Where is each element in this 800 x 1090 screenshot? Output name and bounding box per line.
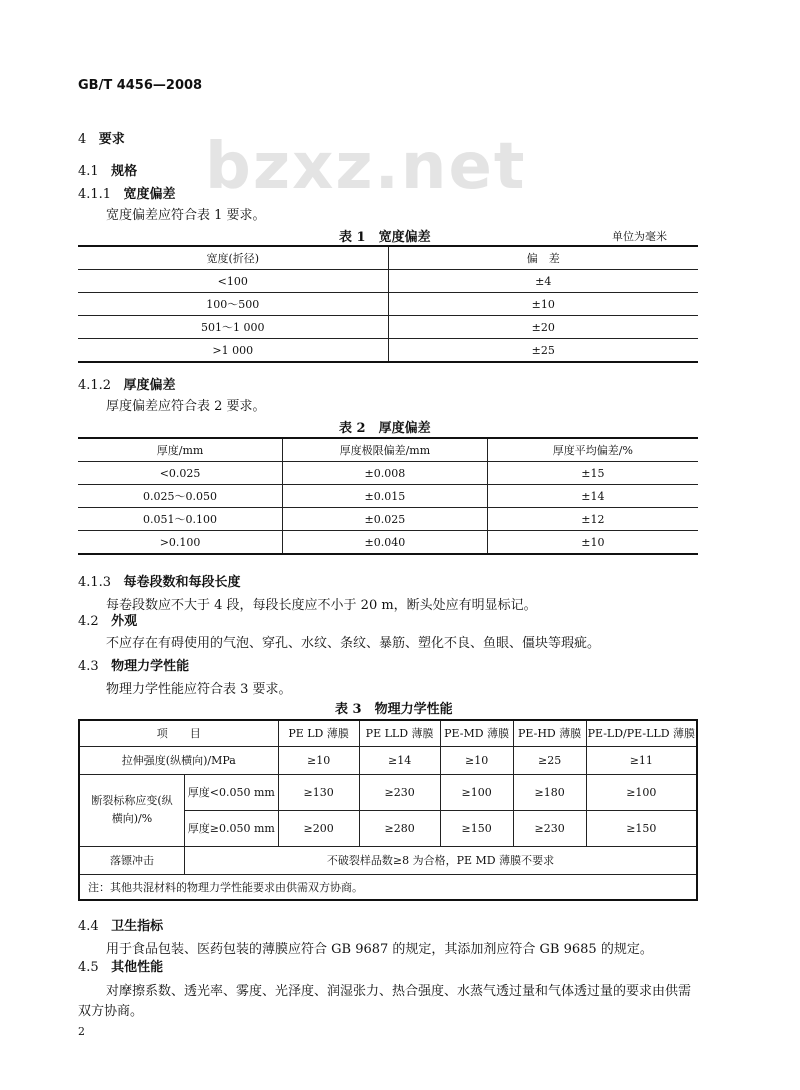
section-number: 4.3 xyxy=(78,659,99,674)
table-header-row xyxy=(78,246,698,270)
cell: ≥200 xyxy=(278,810,359,846)
table-header-row xyxy=(78,438,698,462)
cell: ±12 xyxy=(487,508,698,531)
section-4-1 xyxy=(78,160,137,179)
watermark: bzxz.net xyxy=(205,130,527,204)
cell: ≥130 xyxy=(278,774,359,810)
header-cell: 项 目 xyxy=(79,720,278,746)
section-title: 外观 xyxy=(111,614,138,629)
table-3 xyxy=(78,719,698,901)
cell: ≥100 xyxy=(586,774,697,810)
header-cell: 厚度/mm xyxy=(78,438,283,462)
section-title: 宽度偏差 xyxy=(123,187,176,202)
cell: ±0.008 xyxy=(283,462,488,485)
section-4-3 xyxy=(78,655,189,674)
section-number: 4.1.2 xyxy=(78,378,112,393)
table-row xyxy=(78,508,698,531)
cell: ≥150 xyxy=(440,810,513,846)
section-number: 4 xyxy=(78,132,87,147)
paragraph-line: 双方协商。 xyxy=(78,1004,144,1019)
cell: 断裂标称应变(纵横向)/% xyxy=(79,774,185,846)
paragraph: 宽度偏差应符合表 1 要求。 xyxy=(106,208,266,223)
cell: 0.051～0.100 xyxy=(78,508,283,531)
table-row xyxy=(78,462,698,485)
section-4-4 xyxy=(78,915,163,934)
paragraph: 物理力学性能应符合表 3 要求。 xyxy=(106,682,292,697)
cell: ±0.025 xyxy=(283,508,488,531)
paragraph: 用于食品包装、医药包装的薄膜应符合 GB 9687 的规定，其添加剂应符合 GB 9685 的规定。 xyxy=(106,942,653,957)
paragraph: 每卷段数应不大于 4 段，每段长度应不小于 20 m，断头处应有明显标记。 xyxy=(106,598,537,613)
cell: ±25 xyxy=(388,339,698,363)
section-number: 4.1.3 xyxy=(78,575,112,590)
header-cell: 宽度(折径) xyxy=(78,246,388,270)
table-header-row xyxy=(79,720,697,746)
header-cell: PE-MD 薄膜 xyxy=(440,720,513,746)
table-row xyxy=(78,531,698,555)
header-cell: PE LD 薄膜 xyxy=(278,720,359,746)
cell: ≥150 xyxy=(586,810,697,846)
table-row xyxy=(79,774,697,810)
table-2 xyxy=(78,437,698,555)
header-cell: PE LLD 薄膜 xyxy=(359,720,440,746)
cell: ±0.040 xyxy=(283,531,488,555)
header-cell: PE-LD/PE-LLD 薄膜 xyxy=(586,720,697,746)
cell: ±14 xyxy=(487,485,698,508)
table-note-row xyxy=(79,874,697,900)
cell: <100 xyxy=(78,270,388,293)
cell: 100～500 xyxy=(78,293,388,316)
cell: ±4 xyxy=(388,270,698,293)
header-cell: 厚度极限偏差/mm xyxy=(283,438,488,462)
cell: 厚度<0.050 mm xyxy=(185,774,279,810)
table-row xyxy=(79,846,697,874)
section-4-1-1 xyxy=(78,183,176,202)
section-number: 4.2 xyxy=(78,614,99,629)
table-row xyxy=(78,339,698,363)
cell: ±15 xyxy=(487,462,698,485)
cell: ≥25 xyxy=(513,746,586,774)
cell: ≥280 xyxy=(359,810,440,846)
cell: >1 000 xyxy=(78,339,388,363)
section-title: 卫生指标 xyxy=(111,919,164,934)
section-title: 物理力学性能 xyxy=(111,659,190,674)
table-1-caption: 表 1 宽度偏差 xyxy=(339,230,431,245)
header-cell: 偏 差 xyxy=(388,246,698,270)
section-title: 要求 xyxy=(98,132,125,147)
cell: 落镖冲击 xyxy=(79,846,185,874)
cell: 厚度≥0.050 mm xyxy=(185,810,279,846)
cell: ±0.015 xyxy=(283,485,488,508)
table-row xyxy=(78,293,698,316)
cell: ±10 xyxy=(487,531,698,555)
section-4-2 xyxy=(78,610,137,629)
cell: ≥10 xyxy=(440,746,513,774)
cell: 501～1 000 xyxy=(78,316,388,339)
table-row xyxy=(78,485,698,508)
section-title: 每卷段数和每段长度 xyxy=(123,575,241,590)
section-4-1-3 xyxy=(78,571,241,590)
table-2-caption: 表 2 厚度偏差 xyxy=(339,421,431,436)
section-number: 4.1 xyxy=(78,164,99,179)
paragraph: 不应存在有碍使用的气泡、穿孔、水纹、条纹、暴筋、塑化不良、鱼眼、僵块等瑕疵。 xyxy=(106,636,601,651)
paragraph: 厚度偏差应符合表 2 要求。 xyxy=(106,399,266,414)
cell: ≥14 xyxy=(359,746,440,774)
header-cell: PE-HD 薄膜 xyxy=(513,720,586,746)
cell: ±20 xyxy=(388,316,698,339)
cell: ≥10 xyxy=(278,746,359,774)
section-title: 规格 xyxy=(111,164,138,179)
paragraph-line: 对摩擦系数、透光率、雾度、光泽度、润湿张力、热合强度、水蒸气透过量和气体透过量的要求由供需 xyxy=(106,984,692,999)
cell: 拉伸强度(纵横向)/MPa xyxy=(79,746,278,774)
cell: <0.025 xyxy=(78,462,283,485)
cell: ≥230 xyxy=(513,810,586,846)
section-title: 厚度偏差 xyxy=(123,378,176,393)
section-number: 4.5 xyxy=(78,960,99,975)
section-title: 其他性能 xyxy=(111,960,164,975)
cell: ≥100 xyxy=(440,774,513,810)
section-number: 4.1.1 xyxy=(78,187,112,202)
cell: ≥230 xyxy=(359,774,440,810)
table-row xyxy=(79,746,697,774)
header-cell: 厚度平均偏差/% xyxy=(487,438,698,462)
section-4 xyxy=(78,128,125,147)
cell: ≥11 xyxy=(586,746,697,774)
cell: 0.025～0.050 xyxy=(78,485,283,508)
section-4-1-2 xyxy=(78,374,176,393)
section-number: 4.4 xyxy=(78,919,99,934)
cell: ±10 xyxy=(388,293,698,316)
table-row xyxy=(78,270,698,293)
cell: >0.100 xyxy=(78,531,283,555)
table-1-unit: 单位为毫米 xyxy=(612,230,667,243)
cell: ≥180 xyxy=(513,774,586,810)
section-4-5 xyxy=(78,956,163,975)
page-number: 2 xyxy=(78,1025,85,1038)
table-row xyxy=(78,316,698,339)
table-1 xyxy=(78,245,698,363)
standard-code: GB/T 4456—2008 xyxy=(78,78,203,93)
table-3-caption: 表 3 物理力学性能 xyxy=(335,702,453,717)
cell: 不破裂样品数≥8 为合格，PE MD 薄膜不要求 xyxy=(185,846,698,874)
table-note: 注：其他共混材料的物理力学性能要求由供需双方协商。 xyxy=(79,874,697,900)
